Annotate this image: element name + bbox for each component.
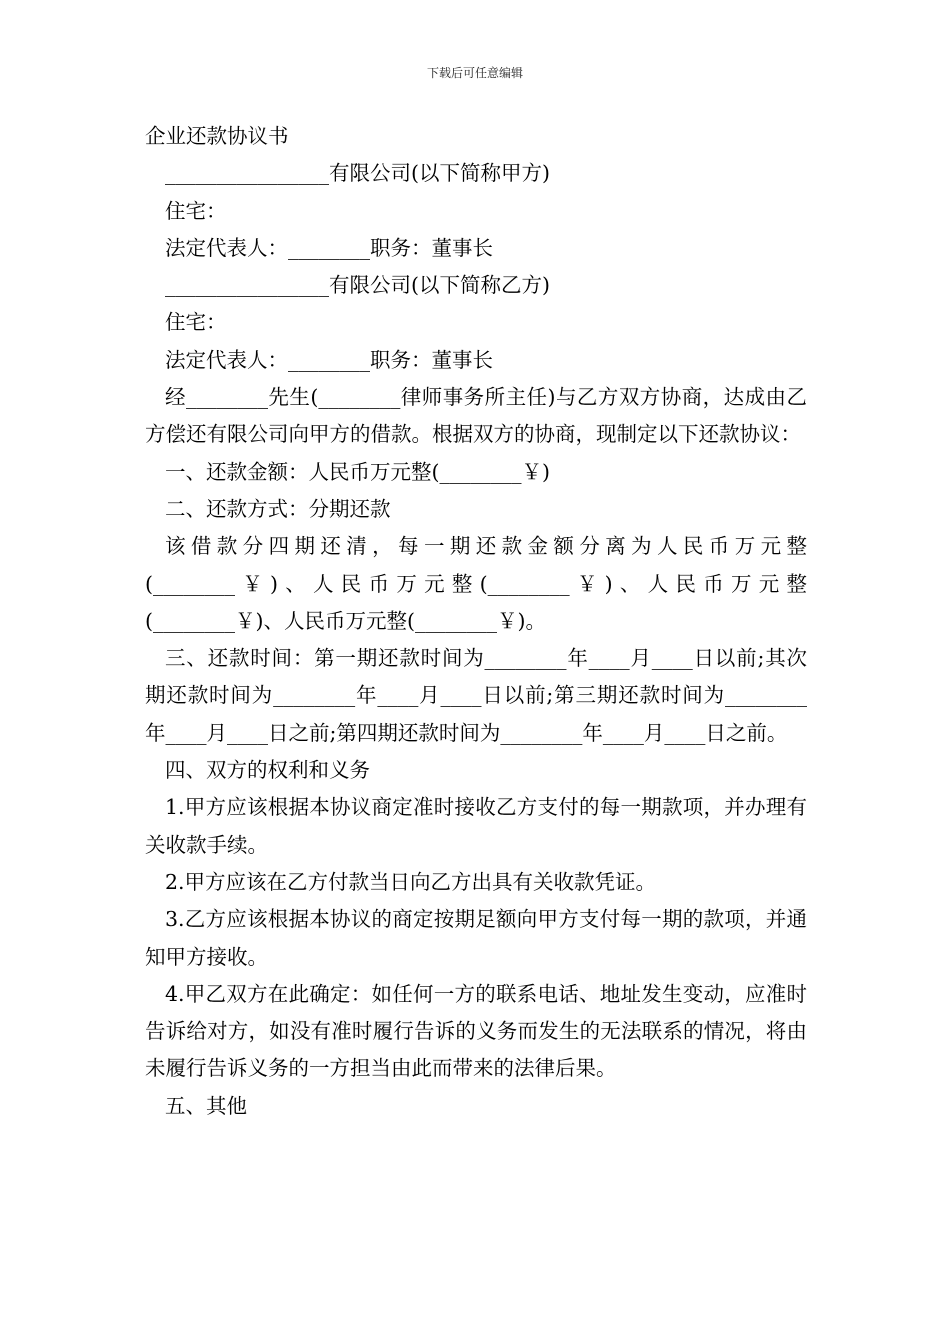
preamble-paragraph: 经________先生(________律师事务所主任)与乙方双方协商，达成由乙方偿还有限公司向甲方的借款。根据双方的协商，现制定以下还款协议： <box>145 385 807 447</box>
section-rights-obligations: 四、双方的权利和义务 <box>165 758 370 783</box>
installment-paragraph: 该借款分四期还清，每一期还款金额分离为人民币万元整(________￥)、人民币万元整(________￥)、人民币万元整(________￥)、人民币万元整(________￥)。 <box>145 534 807 633</box>
party-a-representative: 法定代表人：________职务：董事长 <box>165 235 493 260</box>
section-other: 五、其他 <box>165 1093 247 1118</box>
clause-2: 2.甲方应该在乙方付款当日向乙方出具有关收款凭证。 <box>165 869 657 894</box>
clause-3: 3.乙方应该根据本协议的商定按期足额向甲方支付每一期的款项，并通知甲方接收。 <box>145 907 807 969</box>
party-b-residence: 住宅： <box>165 310 227 335</box>
clause-1: 1.甲方应该根据本协议商定准时接收乙方支付的每一期款项，并办理有关收款手续。 <box>145 795 807 857</box>
party-a-residence: 住宅： <box>165 198 227 223</box>
document-body <box>145 118 807 1125</box>
party-b-representative: 法定代表人：________职务：董事长 <box>165 347 493 372</box>
party-b-company: ________________有限公司(以下简称乙方) <box>165 273 550 298</box>
document-title: 企业还款协议书 <box>145 124 289 148</box>
section-repayment-time: 三、还款时间：第一期还款时间为________年____月____日以前;其次期还款时间为________年____月____日以前;第三期还款时间为________年____月____日之前;第四期还款时间为________年____月____日之前。 <box>145 646 807 745</box>
section-repayment-amount: 一、还款金额：人民币万元整(________￥) <box>165 459 550 484</box>
party-a-company: ________________有限公司(以下简称甲方) <box>165 161 550 186</box>
section-repayment-method: 二、还款方式：分期还款 <box>165 496 391 521</box>
clause-4: 4.甲乙双方在此确定：如任何一方的联系电话、地址发生变动，应准时告诉给对方，如没有准时履行告诉的义务而发生的无法联系的情况，将由未履行告诉义务的一方担当由此而带来的法律后果。 <box>145 981 807 1081</box>
page-header: 下载后可任意编辑 <box>426 66 523 80</box>
